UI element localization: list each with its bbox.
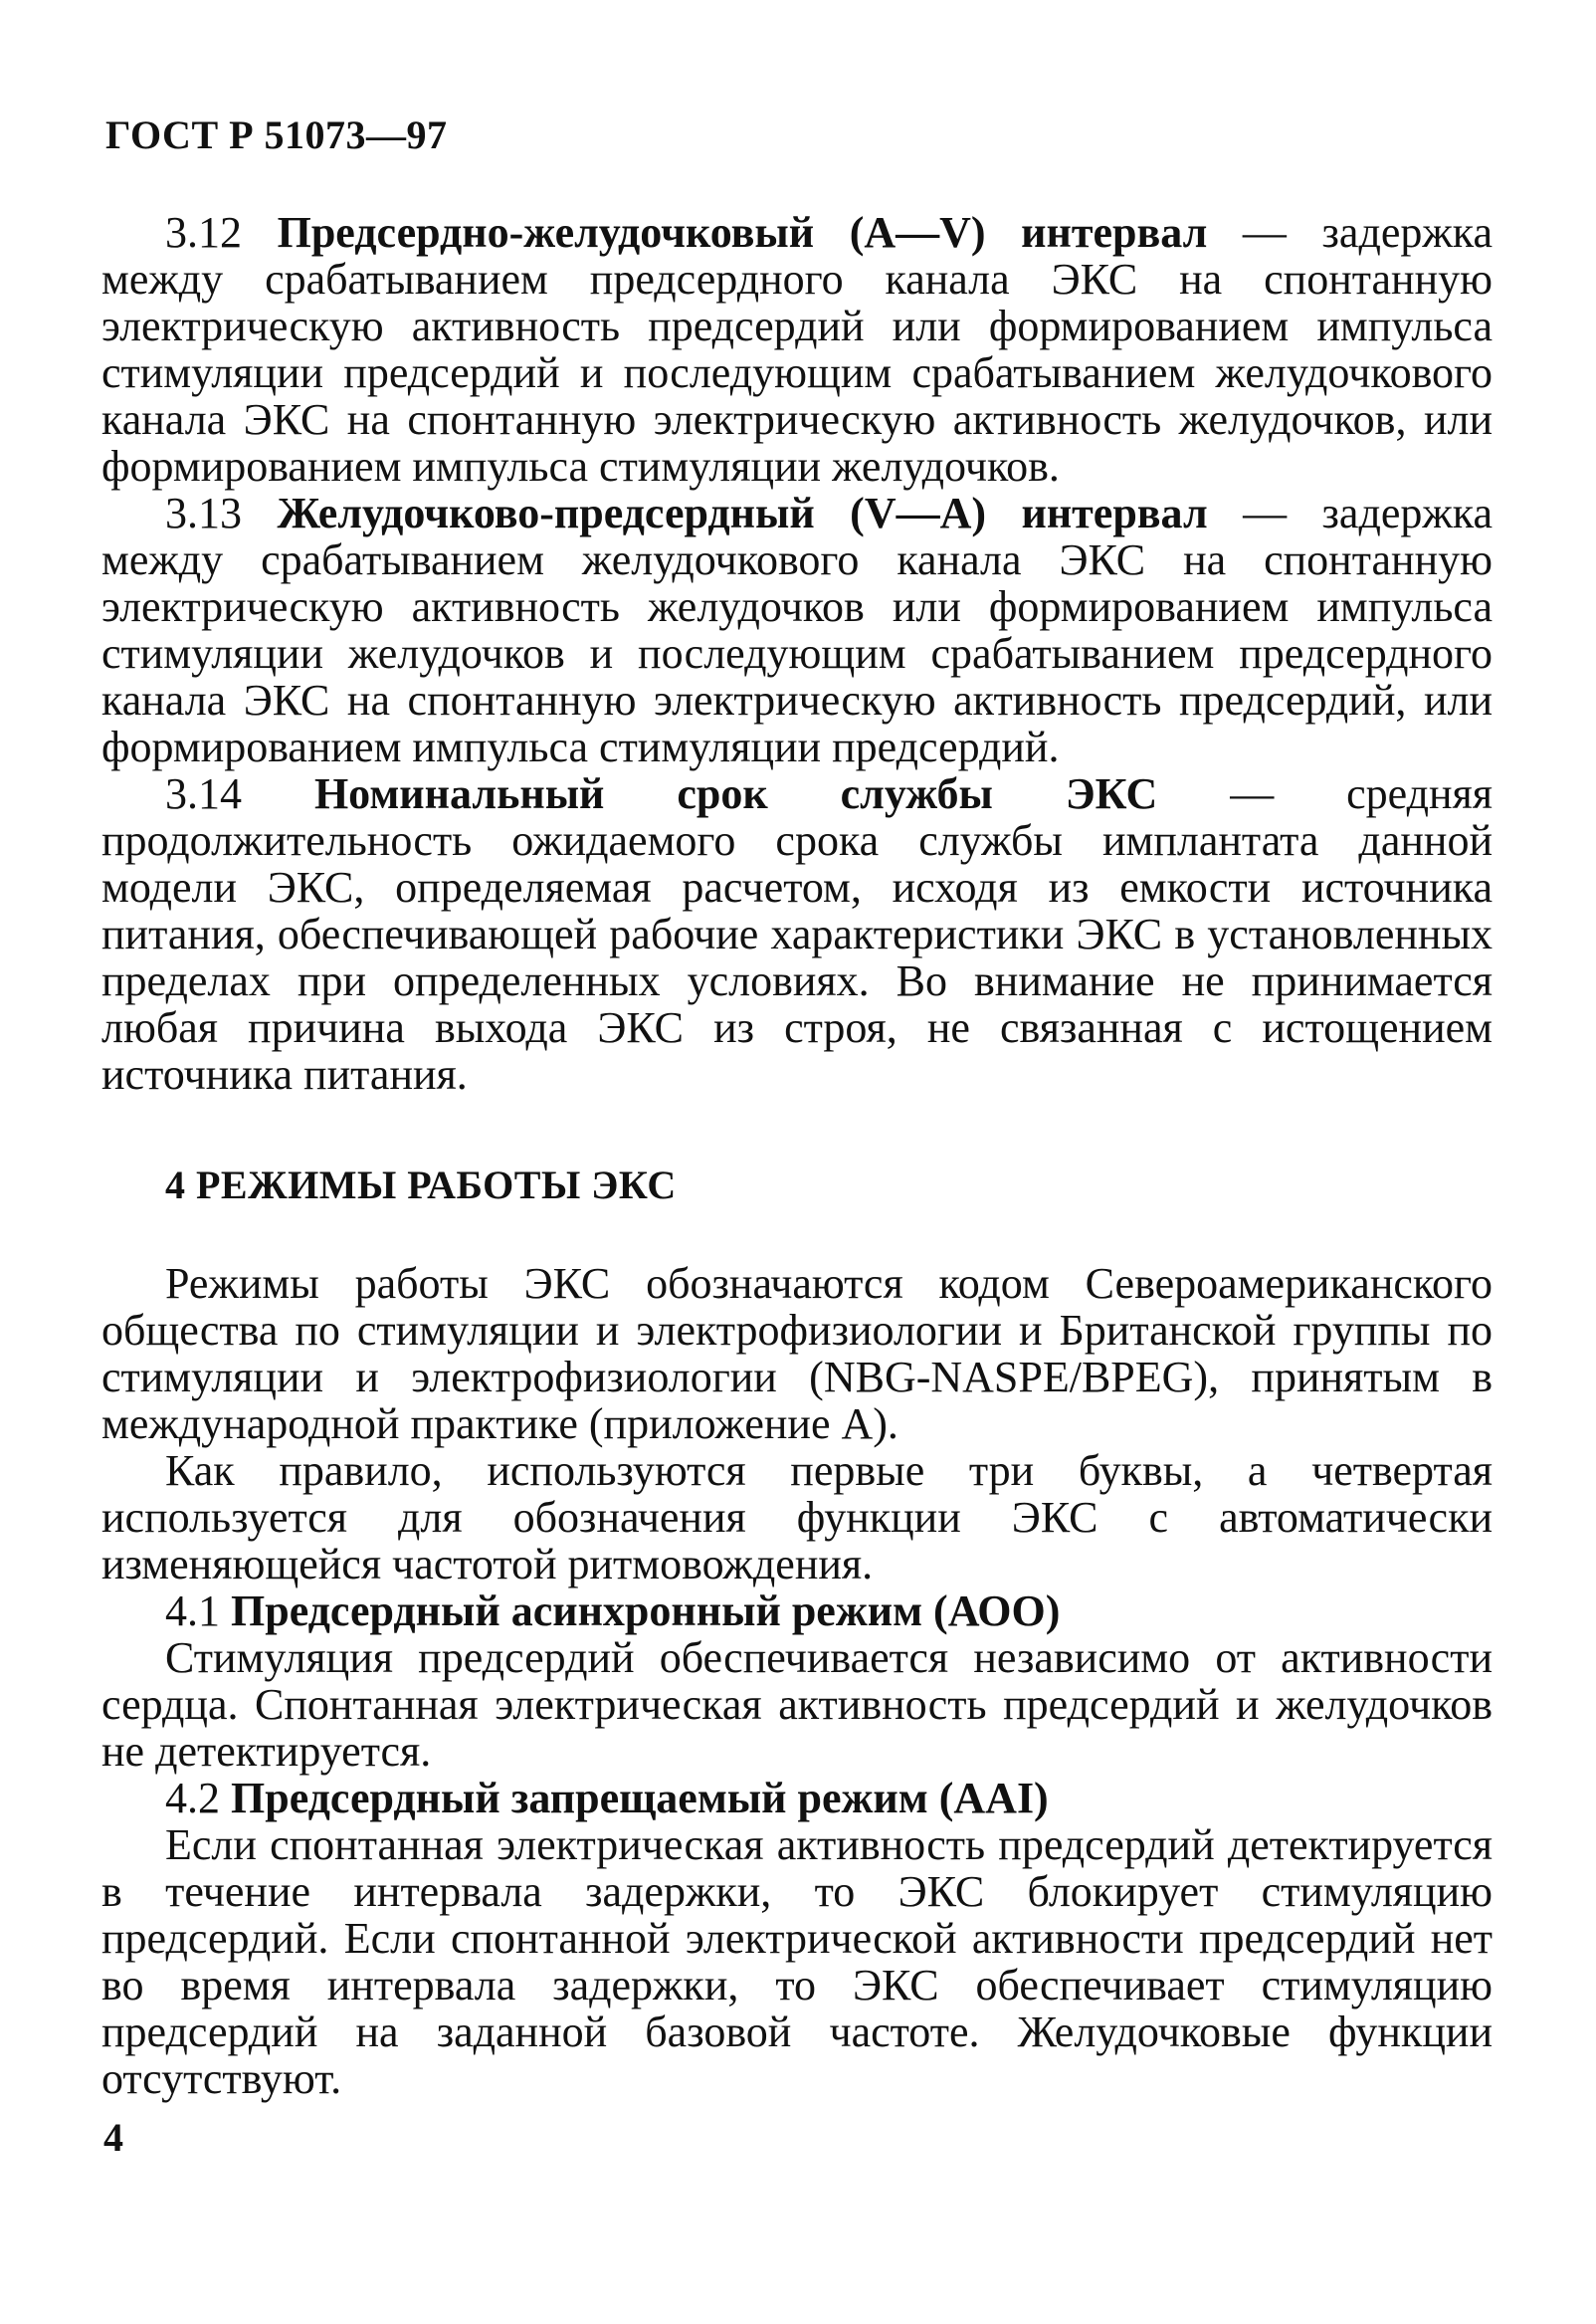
mode-description: Если спонтанная электрическая активность предсердий детектируется в течение интервала задержки, то ЭКС блокирует стимуляцию предсердий. Если спонтанной электрической активности предсердий нет во время интервала задержки, то ЭКС обеспечивает стимуляцию предсердий на заданной базовой частоте. Желудочковые функции отсутствуют.	[101, 1820, 1493, 2103]
section-intro-paragraph: Как правило, используются первые три буквы, а четвертая используется для обозначения функции ЭКС с автоматически изменяющейся частотой ритмовождения.	[101, 1446, 1493, 1588]
clause-number: 3.13	[165, 489, 242, 537]
page-number: 4	[103, 2115, 123, 2160]
mode-heading-4-1	[101, 1587, 1493, 1634]
definition-term: Номинальный срок службы ЭКС	[313, 769, 1158, 818]
clause-number: 4.2	[165, 1774, 220, 1822]
mode-heading-4-2	[101, 1775, 1493, 1821]
definition-text: — задержка между срабатыванием желудочкового канала ЭКС на спонтанную электрическую активность желудочков или формированием импульса стимуляции желудочков и последующим срабатыванием предсердного канала ЭКС на спонтанную электрическую активность предсердий, или формированием импульса стимуляции предсердий.	[101, 489, 1494, 771]
clause-number: 3.12	[165, 208, 242, 257]
definition-3-13	[101, 490, 1493, 770]
clause-number: 4.1	[165, 1586, 220, 1635]
definition-text: — средняя продолжительность ожидаемого срока службы имплантата данной модели ЭКС, определяемая расчетом, исходя из емкости источника питания, обеспечивающей рабочие характеристики ЭКС в установленных пределах при определенных условиях. Во внимание не принимается любая причина выхода ЭКС из строя, не связанная с истощением источника питания.	[101, 769, 1494, 1099]
definition-text: — задержка между срабатыванием предсердного канала ЭКС на спонтанную электрическую активность предсердий или формированием импульса стимуляции предсердий и последующим срабатыванием желудочкового канала ЭКС на спонтанную электрическую активность желудочков, или формированием импульса стимуляции желудочков.	[101, 208, 1494, 491]
section-intro-paragraph: Режимы работы ЭКС обозначаются кодом Североамериканского общества по стимуляции и электрофизиологии и Британской группы по стимуляции и электрофизиологии (NBG-NASPE/BPEG), принятым в международной практике (приложение А).	[101, 1259, 1493, 1448]
mode-description: Стимуляция предсердий обеспечивается независимо от активности сердца. Спонтанная электрическая активность предсердий и желудочков не детектируется.	[101, 1633, 1493, 1776]
mode-title: Предсердный асинхронный режим (АОО)	[231, 1586, 1061, 1635]
definition-term: Желудочково-предсердный (V—A) интервал	[277, 489, 1208, 537]
section-heading: 4 РЕЖИМЫ РАБОТЫ ЭКС	[165, 1162, 677, 1207]
definition-3-14	[101, 770, 1493, 1098]
clause-number: 3.14	[165, 769, 242, 818]
page-content	[101, 209, 1493, 2102]
document-code-header: ГОСТ Р 51073—97	[105, 112, 448, 157]
definition-3-12	[101, 209, 1493, 490]
definition-term: Предсердно-желудочковый (A—V) интервал	[277, 208, 1208, 257]
mode-title: Предсердный запрещаемый режим (AAI)	[231, 1774, 1049, 1822]
